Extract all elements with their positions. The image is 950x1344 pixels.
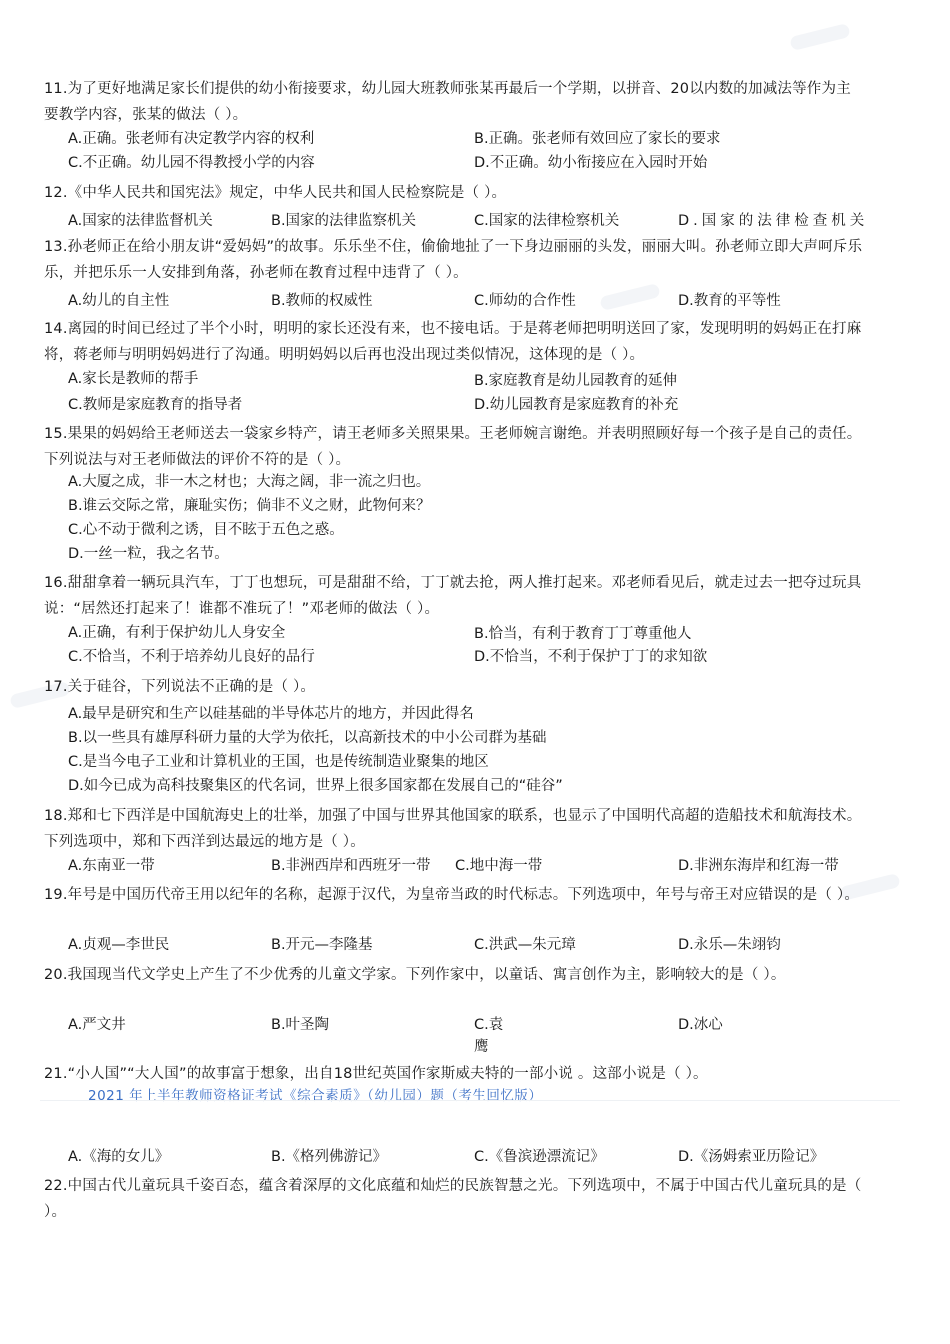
question-11-stem: 11.为了更好地满足家长们提供的幼小衔接要求，幼儿园大班教师张某再最后一个学期，以拼音、20以内数的加减法等作为主要教学内容，张某的做法（ ）。 (44, 81, 851, 123)
question-20-option-b[interactable]: B.叶圣陶 (271, 1017, 330, 1033)
question-13-option-b[interactable]: B.教师的权威性 (271, 293, 373, 309)
question-16-stem: 16.甜甜拿着一辆玩具汽车，丁丁也想玩，可是甜甜不给，丁丁就去抢，两人推打起来。邓老师看见后，就走过去一把夺过玩具说：“居然还打起来了！谁都不准玩了！”邓老师的做法（ ）。 (44, 575, 862, 617)
question-16-option-c[interactable]: C.不恰当，不利于培养幼儿良好的品行 (68, 649, 315, 665)
question-20-option-a[interactable]: A.严文井 (68, 1017, 126, 1033)
question-15-stem: 15.果果的妈妈给王老师送去一袋家乡特产，请王老师多关照果果。王老师婉言谢绝。并表明照顾好每一个孩子是自己的责任。下列说法与对王老师做法的评价不符的是（ ）。 (44, 426, 862, 468)
question-18-option-d[interactable]: D.非洲东海岸和红海一带 (678, 858, 839, 874)
faint-stamp (599, 283, 661, 311)
question-17-option-b[interactable]: B.以一些具有雄厚科研力量的大学为依托，以高新技术的中小公司群为基础 (68, 730, 547, 746)
question-12-option-a[interactable]: A.国家的法律监督机关 (68, 213, 213, 229)
question-21-stem: 21.“小人国”“大人国”的故事富于想象，出自18世纪英国作家斯威夫特的一部小说 。这部小说是（ ）。 (44, 1066, 708, 1082)
question-22-stem: 22.中国古代儿童玩具千姿百态，蕴含着深厚的文化底蕴和灿烂的民族智慧之光。下列选项中，不属于中国古代儿童玩具的是（ ）。 (44, 1178, 862, 1220)
question-11-option-a[interactable]: A.正确。张老师有决定教学内容的权利 (68, 131, 315, 147)
question-13-option-a[interactable]: A.幼儿的自主性 (68, 293, 170, 309)
question-19-option-d[interactable]: D.永乐—朱翊钧 (678, 937, 781, 953)
question-14-option-c[interactable]: C.教师是家庭教育的指导者 (68, 397, 243, 413)
question-16-option-d[interactable]: D.不恰当，不利于保护丁丁的求知欲 (474, 649, 708, 665)
question-14-stem: 14.离园的时间已经过了半个小时，明明的家长还没有来，也不接电话。于是蒋老师把明明送回了家，发现明明的妈妈正在打麻将，蒋老师与明明妈妈进行了沟通。明明妈妈以后再也没出现过类似情况，这体现的是（ ）。 (44, 321, 862, 363)
question-18-stem: 18.郑和七下西洋是中国航海史上的壮举，加强了中国与世界其他国家的联系，也显示了中国明代高超的造船技术和航海技术。下列选项中，郑和下西洋到达最远的地方是（ ）。 (44, 808, 862, 850)
question-19-option-c[interactable]: C.洪武—朱元璋 (474, 937, 576, 953)
exam-title-watermark: 2021 年上半年教师资格证考试《综合素质》（幼儿园）题（考生回忆版） (88, 1088, 543, 1104)
question-20-option-c[interactable]: C.袁鹰 (474, 1017, 504, 1055)
question-18-option-a[interactable]: A.东南亚一带 (68, 858, 155, 874)
question-19-stem: 19.年号是中国历代帝王用以纪年的名称，起源于汉代，为皇帝当政的时代标志。下列选项中，年号与帝王对应错误的是（ ）。 (44, 887, 860, 903)
question-16-option-b[interactable]: B.恰当，有利于教育丁丁尊重他人 (474, 626, 692, 642)
question-21-option-b[interactable]: B.《格列佛游记》 (271, 1149, 388, 1165)
question-14-option-b[interactable]: B.家庭教育是幼儿园教育的延伸 (474, 373, 678, 389)
question-15-option-d[interactable]: D.一丝一粒，我之名节。 (68, 546, 229, 562)
question-20-stem: 20.我国现当代文学史上产生了不少优秀的儿童文学家。下列作家中，以童话、寓言创作为主，影响较大的是（ ）。 (44, 967, 786, 983)
faint-stamp (789, 23, 851, 51)
divider (40, 1100, 900, 1101)
question-14-option-d[interactable]: D.幼儿园教育是家庭教育的补充 (474, 397, 679, 413)
question-17-stem: 17.关于硅谷，下列说法不正确的是（ ）。 (44, 679, 316, 695)
question-17-option-d[interactable]: D.如今已成为高科技聚集区的代名词，世界上很多国家都在发展自己的“硅谷” (68, 778, 563, 794)
question-13-stem: 13.孙老师正在给小朋友讲“爱妈妈”的故事。乐乐坐不住，偷偷地扯了一下身边丽丽的头发，丽丽大叫。孙老师立即大声呵斥乐乐，并把乐乐一人安排到角落，孙老师在教育过程中违背了（ ）。 (44, 239, 863, 281)
question-15-option-a[interactable]: A.大厦之成，非一木之材也；大海之阔，非一流之归也。 (68, 474, 431, 490)
question-11-option-d[interactable]: D.不正确。幼小衔接应在入园时开始 (474, 155, 708, 171)
question-17-option-c[interactable]: C.是当今电子工业和计算机业的王国，也是传统制造业聚集的地区 (68, 754, 489, 770)
question-16-option-a[interactable]: A.正确，有利于保护幼儿人身安全 (68, 625, 286, 641)
question-19-option-b[interactable]: B.开元—李隆基 (271, 937, 373, 953)
question-13-option-c[interactable]: C.师幼的合作性 (474, 293, 576, 309)
question-18-option-c[interactable]: C.地中海一带 (455, 858, 543, 874)
question-21-option-c[interactable]: C.《鲁滨逊漂流记》 (474, 1149, 605, 1165)
question-15-option-c[interactable]: C.心不动于微利之诱，目不眩于五色之惑。 (68, 522, 344, 538)
question-21-option-a[interactable]: A.《海的女儿》 (68, 1149, 170, 1165)
question-17-option-a[interactable]: A.最早是研究和生产以硅基础的半导体芯片的地方，并因此得名 (68, 706, 474, 722)
question-19-option-a[interactable]: A.贞观—李世民 (68, 937, 170, 953)
question-14-option-a[interactable]: A.家长是教师的帮手 (68, 371, 199, 387)
question-12-option-d[interactable]: D.国家的法律检查机关 (678, 213, 869, 229)
question-15-option-b[interactable]: B.谁云交际之常，廉耻实伤；倘非不义之财，此物何来？ (68, 498, 431, 514)
question-13-option-d[interactable]: D.教育的平等性 (678, 293, 781, 309)
question-21-option-d[interactable]: D.《汤姆索亚历险记》 (678, 1149, 825, 1165)
question-12-option-b[interactable]: B.国家的法律监察机关 (271, 213, 417, 229)
question-20-option-d[interactable]: D.冰心 (678, 1017, 723, 1033)
question-12-option-c[interactable]: C.国家的法律检察机关 (474, 213, 620, 229)
question-11-option-c[interactable]: C.不正确。幼儿园不得教授小学的内容 (68, 155, 315, 171)
question-11-option-b[interactable]: B.正确。张老师有效回应了家长的要求 (474, 131, 721, 147)
question-18-option-b[interactable]: B.非洲西岸和西班牙一带 (271, 858, 431, 874)
question-12-stem: 12.《中华人民共和国宪法》规定，中华人民共和国人民检察院是（ ）。 (44, 185, 507, 201)
